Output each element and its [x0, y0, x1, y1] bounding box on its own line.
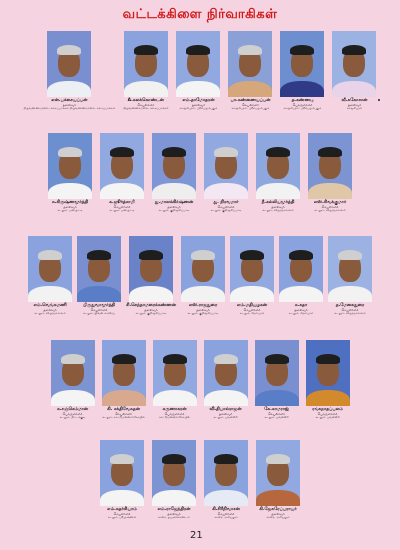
officer-card — [256, 440, 300, 520]
officer-name: க.சஞ்செம்மான் — [56, 407, 89, 412]
officer-name: த.மேனகதுரை — [335, 303, 365, 308]
officer-role: தலைவர் — [62, 103, 76, 107]
officer-photo — [153, 340, 197, 406]
page-title: வட்டக்கிளை நிர்வாகிகள் — [122, 7, 278, 22]
officer-photo — [47, 31, 91, 97]
officer-role: செயலாளர் — [113, 512, 131, 516]
officer-photo — [308, 133, 352, 199]
officer-card — [255, 340, 299, 420]
officer-row-1 — [0, 31, 400, 111]
officer-photo — [102, 340, 146, 406]
officer-place: கடலூர், சிதம்பரம் — [239, 311, 265, 316]
officer-row-4 — [0, 340, 400, 420]
officer-role: தலைவர் — [271, 512, 285, 516]
officer-name: என்.பச்சையப்பன் — [51, 98, 88, 103]
officer-place: கடலூர், விருத்தாச்சலம் — [334, 311, 366, 316]
officer-card — [176, 31, 220, 111]
officer-photo — [152, 440, 196, 506]
officer-place: காஞ்சிபுரம் — [346, 106, 363, 111]
officer-photo — [129, 236, 173, 302]
officer-name: ரங்கநாதப்பலம் — [312, 407, 343, 412]
officer-name: கே.காமராஜ் — [264, 407, 289, 412]
officer-card — [280, 31, 324, 111]
officer-place: கடலூர், பண்ருட்டி — [109, 208, 135, 213]
officer-place: கடலூர், குறிஞ்சிப்பாடி — [158, 208, 190, 213]
officer-role: தலைவர் — [43, 308, 57, 312]
officer-name: பா.கண்ணையப்பன் — [230, 98, 271, 103]
officer-place: கடலூர், காட்டுமன்னார்கோயில் — [102, 415, 145, 420]
officer-name: A.கலக்கொண்டன் — [127, 98, 164, 103]
officer-card — [256, 133, 300, 213]
officer-card — [308, 133, 352, 213]
officer-place: கடலூர், விருத்தாச்சலம் — [262, 208, 294, 213]
officer-place: காரை, அரியலூர் — [266, 515, 290, 520]
officer-card — [152, 440, 196, 520]
officer-role: தலைவர் — [347, 103, 362, 107]
officer-name: சு.கிருஷ்ணமூர்த்தி — [51, 200, 89, 205]
officer-photo — [28, 236, 72, 302]
officer-photo — [255, 340, 299, 406]
officer-name: வீ.சுகோசான் — [341, 98, 368, 103]
officer-card — [152, 133, 196, 213]
page-number: 21 — [190, 530, 203, 541]
officer-photo — [204, 440, 248, 506]
officer-photo — [280, 31, 324, 97]
officer-card — [181, 236, 225, 316]
officer-name: வி.திபால்ராஜன் — [209, 407, 242, 412]
officer-role: தலைவர் — [63, 205, 77, 209]
officer-place: கடலூர், விருத்தாச்சலம் — [34, 311, 66, 316]
officer-role: தலைவர் — [144, 308, 158, 312]
officer-place: கடலூர், குறிஞ்சிப்பாடி — [210, 208, 242, 213]
officer-role: பொருளாளர் — [317, 412, 338, 416]
officer-name: பிருதுவாமூர்த்தி — [83, 303, 116, 308]
officer-place: கடலூர், ஜிவன் காவிரப் — [83, 311, 115, 316]
officer-place: கடலூர், புவனகிரி — [264, 415, 289, 420]
officer-photo — [51, 340, 95, 406]
officer-role: தலைவர் — [167, 205, 181, 209]
officer-name: எம்.தாமோதரன் — [182, 98, 215, 103]
officer-name: க.ஜூர்த்சாமி — [109, 200, 135, 205]
officer-place: கடலூர், புவனகிரி — [315, 415, 340, 420]
officer-card — [48, 133, 92, 213]
officer-role: தலைவர் — [294, 308, 308, 312]
officer-card — [230, 236, 274, 316]
officer-name: த.கண்ணபு — [291, 98, 314, 103]
officer-role: செயலாளர் — [113, 205, 131, 209]
officer-photo — [176, 31, 220, 97]
officer-place: காரை, ஜயங்கொண்டம் — [158, 515, 190, 520]
officer-card — [51, 340, 95, 420]
officer-card — [77, 236, 121, 316]
officer-place: கடலூர், விருத்தாச்சலம் — [314, 208, 346, 213]
officer-name: து.மாலக்கிர்ஷ்ணன் — [154, 200, 194, 205]
officer-place: காரை, அரியலூர் — [214, 515, 238, 520]
officer-name: கி.ஜேசுரேப்பராயர் — [259, 507, 297, 512]
officer-name: எம்.மதியழகன் — [236, 303, 268, 308]
officer-name: நீ.கல்லியமூர்த்தி — [261, 200, 295, 205]
officer-role: செயலாளர் — [242, 103, 259, 107]
officer-name: கருணாகரன் — [162, 407, 187, 412]
officer-photo — [124, 31, 168, 97]
officer-card — [306, 340, 350, 420]
officer-place: கடலூர், குறிஞ்சிப்பாடி — [135, 311, 167, 316]
officer-role: செயலாளர் — [137, 103, 155, 107]
officer-card — [153, 340, 197, 420]
officer-card — [102, 340, 146, 420]
officer-role: செயலாளர் — [321, 205, 339, 209]
officer-role: பொருளாளர் — [164, 412, 185, 416]
officer-place: காட்டுமன்னார்கோயில் — [158, 415, 191, 420]
officer-card — [228, 31, 272, 111]
officer-role: தலைவர் — [218, 412, 233, 416]
officer-card — [24, 31, 116, 111]
officer-row-3 — [0, 236, 400, 316]
officer-photo — [181, 236, 225, 302]
officer-role: செயலாளர் — [217, 205, 235, 209]
officer-photo — [306, 340, 350, 406]
officer-name: கி. சக்திவேசுதன் — [107, 407, 140, 412]
officer-name: எம்.ராஜேந்திரன் — [157, 507, 191, 512]
officer-photo — [48, 133, 92, 199]
officer-photo — [279, 236, 323, 302]
officer-place: திருவண்ணாமலை, கலசப்பாக்கம் — [123, 106, 169, 111]
officer-role: தலைவர் — [196, 308, 210, 312]
officer-name: க.சுதா — [294, 303, 308, 308]
officer-card — [126, 236, 176, 316]
officer-name: எம்.வெங்கமணி — [33, 303, 67, 308]
officer-card — [204, 133, 248, 213]
officer-card — [204, 440, 248, 520]
officer-role: செயலாளர் — [268, 412, 285, 416]
officer-row-2 — [0, 133, 400, 213]
officer-photo — [204, 133, 248, 199]
officer-place: திருவண்ணாமலை, கலசப்பாக்கம் திருவண்ணாமலை, கலசப்பாக்கம் — [23, 106, 116, 111]
officer-photo — [100, 440, 144, 506]
officer-name: கி.சிரீநிவாசன் — [212, 507, 240, 512]
officer-card — [204, 340, 248, 420]
officer-role: செயலாளர் — [243, 308, 261, 312]
officer-card — [328, 236, 372, 316]
officer-role: தலைவர் — [191, 103, 206, 107]
officer-card — [279, 236, 323, 316]
officer-role: பொருளாளர் — [292, 103, 313, 107]
officer-place: காஞ்சிபுரம், ஸ்ரீபெரும்புதூர் — [179, 106, 218, 111]
officer-name: எஸ்.ராஜதுரை — [188, 303, 218, 308]
officer-photo — [256, 440, 300, 506]
officer-place: கடலூர், சிதம்பரம் — [288, 311, 314, 316]
officer-row-5 — [0, 440, 400, 520]
officer-role: தலைவர் — [271, 205, 285, 209]
officer-place: கடலூர், திட்டக்குடி — [59, 415, 86, 420]
officer-card — [100, 133, 144, 213]
officer-role: செயலாளர் — [115, 412, 132, 416]
officer-photo — [152, 133, 196, 199]
officer-name: சி.செந்தாமரைக்கண்ணன் — [126, 303, 176, 308]
officer-name: து. நிரவமார் — [213, 200, 239, 205]
officer-place: கடலூர், பண்ருட்டி — [57, 208, 83, 213]
officer-card — [100, 440, 144, 520]
officer-place: காஞ்சிபுரம், ஸ்ரீபெரும்புதூர் — [283, 106, 322, 111]
officer-card — [28, 236, 72, 316]
officer-role: செயலாளர் — [341, 308, 359, 312]
officer-photo — [204, 340, 248, 406]
officer-role: செயலாளர் — [90, 308, 108, 312]
officer-photo — [77, 236, 121, 302]
officer-role: தலைவர் — [167, 512, 181, 516]
officer-name: எஸ்.சிவக்குமார் — [313, 200, 347, 205]
officer-role: செயலாளர் — [217, 512, 235, 516]
officer-name: எம்.சுதர்சியாம் — [107, 507, 137, 512]
officer-card — [332, 31, 376, 111]
officer-photo — [100, 133, 144, 199]
officer-role: பொருளாளர் — [62, 412, 83, 416]
officer-photo — [256, 133, 300, 199]
officer-photo — [332, 31, 376, 97]
officer-card — [123, 31, 168, 111]
officer-photo — [230, 236, 274, 302]
officer-place: காஞ்சிபுரம், ஸ்ரீபெரும்புதூர் — [231, 106, 270, 111]
officer-photo — [228, 31, 272, 97]
officer-photo — [328, 236, 372, 302]
officer-place: கடலூர், ஸ்ரீமுஷ்ணம் — [107, 515, 137, 520]
officer-place: கடலூர், குறிஞ்சிப்பாடி — [187, 311, 219, 316]
officer-place: கடலூர், புவனகிரி — [213, 415, 238, 420]
